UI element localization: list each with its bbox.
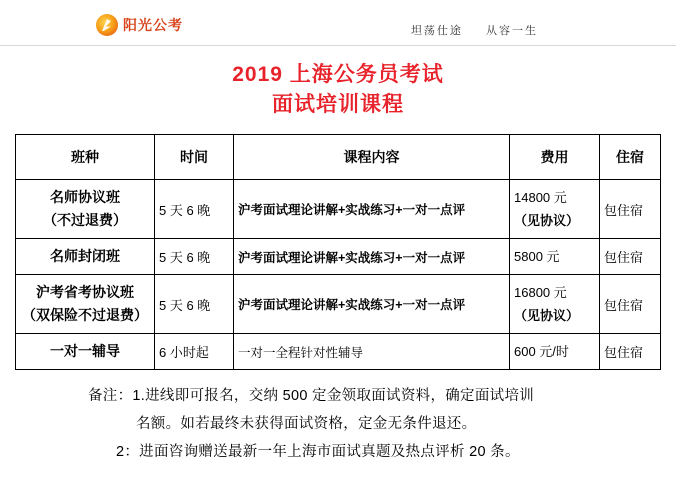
cell-time: 5 天 6 晚 xyxy=(155,275,234,334)
notes-section xyxy=(0,382,676,466)
note-line-1: 备注：1.进线即可报名，交纳 500 定金领取面试资料，确定面试培训 xyxy=(88,388,535,404)
fee-main: 14800 元 xyxy=(514,190,567,205)
cell-stay: 包住宿 xyxy=(600,239,661,275)
column-header-content: 课程内容 xyxy=(234,135,510,180)
column-header-fee: 费用 xyxy=(510,135,600,180)
sun-logo-icon xyxy=(96,14,118,36)
cell-fee xyxy=(510,275,600,334)
fee-main: 5800 元 xyxy=(514,249,560,264)
column-header-time: 时间 xyxy=(155,135,234,180)
cell-class-name xyxy=(16,275,155,334)
page-title xyxy=(0,60,676,120)
page-header xyxy=(0,0,676,46)
note-line-2: 名额。如若最终未获得面试资格，定金无条件退还。 xyxy=(136,416,477,432)
cell-time: 5 天 6 晚 xyxy=(155,180,234,239)
cell-stay: 包住宿 xyxy=(600,275,661,334)
fee-sub: （见协议） xyxy=(514,308,580,323)
class-name-main: 一对一辅导 xyxy=(50,343,120,359)
table-row xyxy=(16,239,661,275)
table-header-row xyxy=(16,135,661,180)
table-row xyxy=(16,180,661,239)
cell-fee xyxy=(510,180,600,239)
title-line-1: 2019 上海公务员考试 xyxy=(232,63,444,86)
cell-stay: 包住宿 xyxy=(600,334,661,370)
cell-content: 一对一全程针对性辅导 xyxy=(234,334,510,370)
column-header-stay: 住宿 xyxy=(600,135,661,180)
note-line-3: 2：进面咨询赠送最新一年上海市面试真题及热点评析 20 条。 xyxy=(116,444,520,460)
cell-time: 6 小时起 xyxy=(155,334,234,370)
class-name-sub: （双保险不过退费） xyxy=(22,307,148,323)
header-divider xyxy=(0,45,676,46)
cell-content: 沪考面试理论讲解+实战练习+一对一点评 xyxy=(234,239,510,275)
course-table xyxy=(15,134,661,370)
cell-fee xyxy=(510,334,600,370)
slogan-right: 从容一生 xyxy=(486,25,538,37)
title-line-2: 面试培训课程 xyxy=(272,93,404,116)
slogan-left: 坦荡仕途 xyxy=(410,25,463,37)
cell-class-name xyxy=(16,239,155,275)
cell-time: 5 天 6 晚 xyxy=(155,239,234,275)
column-header-class: 班种 xyxy=(16,135,155,180)
brand-logo xyxy=(96,14,183,36)
cell-content: 沪考面试理论讲解+实战练习+一对一点评 xyxy=(234,180,510,239)
fee-main: 16800 元 xyxy=(514,285,567,300)
fee-sub: （见协议） xyxy=(514,213,580,228)
header-slogan xyxy=(393,22,538,38)
cell-class-name xyxy=(16,334,155,370)
class-name-sub: （不过退费） xyxy=(43,212,127,228)
cell-content: 沪考面试理论讲解+实战练习+一对一点评 xyxy=(234,275,510,334)
cell-fee xyxy=(510,239,600,275)
cell-class-name xyxy=(16,180,155,239)
cell-stay: 包住宿 xyxy=(600,180,661,239)
class-name-main: 沪考省考协议班 xyxy=(36,284,134,300)
fee-main: 600 元/时 xyxy=(514,344,569,359)
table-row xyxy=(16,275,661,334)
class-name-main: 名师协议班 xyxy=(50,189,120,205)
brand-name: 阳光公考 xyxy=(123,17,183,33)
table-row xyxy=(16,334,661,370)
class-name-main: 名师封闭班 xyxy=(50,248,120,264)
